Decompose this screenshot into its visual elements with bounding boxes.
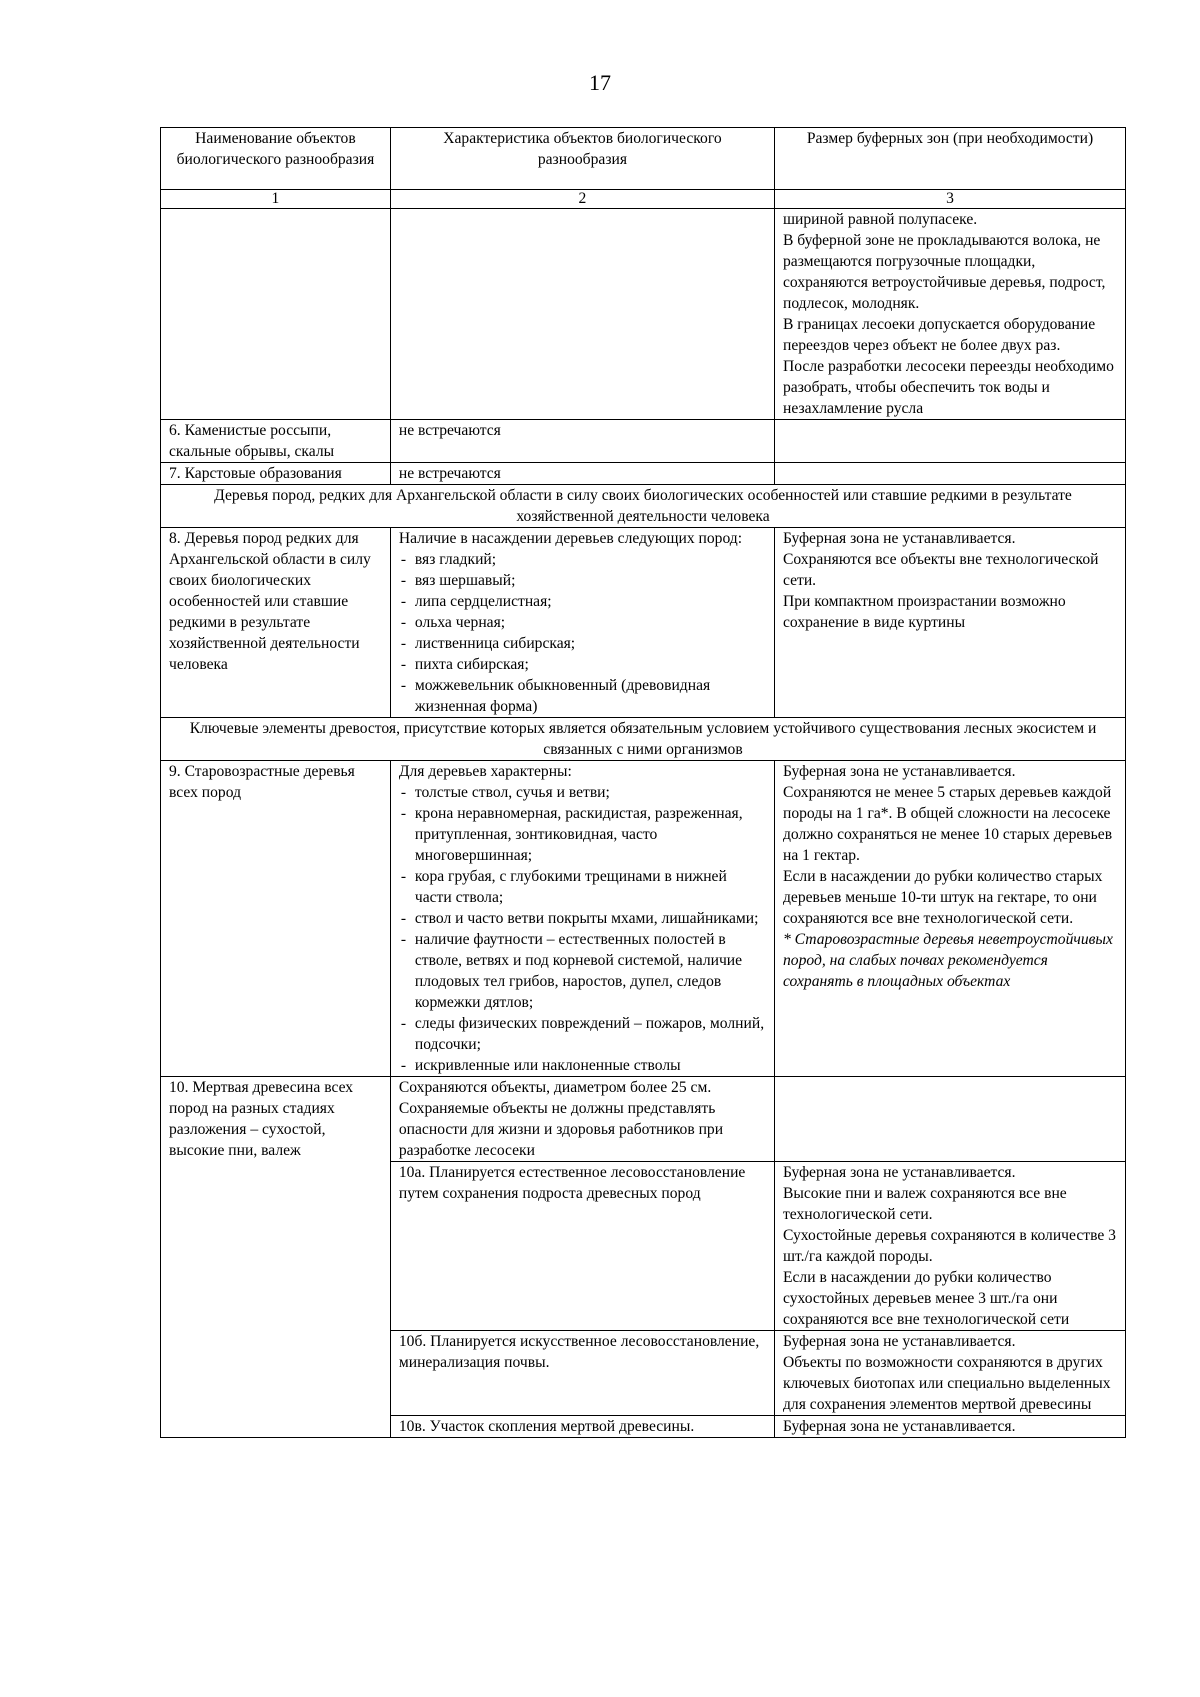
list-item: - наличие фаутности – естественных полостей в стволе, ветвях и под корневой системой, наличие плодовых тел грибов, наростов, дупел, следов кормежки дятлов; — [399, 929, 766, 1013]
list-item: - ствол и часто ветви покрыты мхами, лишайниками; — [399, 908, 766, 929]
row8-name: 8. Деревья пород редких для Архангельской области в силу своих биологических особенностей или ставшие редкими в результате хозяйственной деятельности человека — [161, 528, 391, 718]
page-number: 17 — [589, 70, 611, 95]
paragraph: При компактном произрастании возможно сохранение в виде куртины — [782, 593, 1066, 631]
paragraph: Сухостойные деревья сохраняются в количестве 3 шт./га каждой породы. — [782, 1227, 1116, 1265]
paragraph: Сохраняются все объекты вне технологической сети. — [782, 551, 1099, 589]
list-item: - пихта сибирская; — [399, 654, 766, 675]
header-col1: Наименование объектов биологического разнообразия — [161, 128, 391, 190]
paragraph: Если в насаждении до рубки количество старых деревьев меньше 10-ти штук на гектаре, то они сохраняются все вне технологической сети. — [782, 868, 1103, 927]
table-row-7 — [161, 463, 1126, 485]
section-row-rare-trees — [161, 485, 1126, 528]
continued-zone — [774, 209, 1125, 420]
row7-name: 7. Карстовые образования — [161, 463, 391, 485]
row8-zone — [774, 528, 1125, 718]
paragraph: Буферная зона не устанавливается. — [782, 1333, 1016, 1350]
paragraph: Буферная зона не устанавливается. — [782, 530, 1016, 547]
list-item: - следы физических повреждений – пожаров, молний, подсочки; — [399, 1013, 766, 1055]
paragraph: Высокие пни и валеж сохраняются все вне технологической сети. — [782, 1185, 1067, 1223]
list-item: - искривленные или наклоненные стволы — [399, 1055, 766, 1076]
list-item: - можжевельник обыкновенный (древовидная жизненная форма) — [399, 675, 766, 717]
paragraph: Если в насаждении до рубки количество сухостойных деревьев менее 3 шт./га они сохраняются все вне технологической сети — [782, 1269, 1070, 1328]
row9-desc-intro: Для деревьев характерны: — [398, 763, 572, 780]
column-numbers-row — [161, 190, 1126, 209]
list-item: - лиственница сибирская; — [399, 633, 766, 654]
list-item: - липа сердцелистная; — [399, 591, 766, 612]
paragraph: Буферная зона не устанавливается. — [782, 1164, 1016, 1181]
row7-zone — [774, 463, 1125, 485]
table-header-row — [161, 128, 1126, 190]
row9-name: 9. Старовозрастные деревья всех пород — [161, 761, 391, 1077]
cell-empty — [390, 209, 774, 420]
table-row-9 — [161, 761, 1126, 1077]
list-item: - вяз шершавый; — [399, 570, 766, 591]
row8-desc — [390, 528, 774, 718]
row10b-zone — [774, 1331, 1125, 1416]
row6-zone — [774, 420, 1125, 463]
row10a-desc: 10а. Планируется естественное лесовосстановление путем сохранения подроста древесных пород — [390, 1162, 774, 1331]
cell-empty — [161, 209, 391, 420]
list-item: - кора грубая, с глубокими трещинами в нижней части ствола; — [399, 866, 766, 908]
row9-desc — [390, 761, 774, 1077]
row6-desc: не встречаются — [390, 420, 774, 463]
paragraph: В границах лесоеки допускается оборудование переездов через объект не более двух раз. — [782, 316, 1096, 354]
paragraph: В буферной зоне не прокладываются волока, не размещаются погрузочные площадки, сохраняются ветроустойчивые деревья, подрост, подлесок, молодняк. — [782, 232, 1106, 312]
section-row-key-elements — [161, 718, 1126, 761]
row8-desc-intro: Наличие в насаждении деревьев следующих пород: — [398, 530, 743, 547]
paragraph: После разработки лесосеки переезды необходимо разобрать, чтобы обеспечить ток воды и незахламление русла — [782, 358, 1114, 417]
section-heading-key-elements: Ключевые элементы древостоя, присутствие которых является обязательным условием устойчивого существования лесных экосистем и связанных с ними организмов — [161, 718, 1126, 761]
paragraph: Объекты по возможности сохраняются в других ключевых биотопах или специально выделенных для сохранения элементов мертвой древесины — [782, 1354, 1111, 1413]
table-row-continued — [161, 209, 1126, 420]
list-item: - ольха черная; — [399, 612, 766, 633]
header-col3: Размер буферных зон (при необходимости) — [774, 128, 1125, 190]
row7-desc: не встречаются — [390, 463, 774, 485]
row10c-zone: Буферная зона не устанавливается. — [774, 1416, 1125, 1438]
section-heading-rare-trees: Деревья пород, редких для Архангельской области в силу своих биологических особенностей или ставшие редкими в результате хозяйственной деятельности человека — [161, 485, 1126, 528]
row10b-desc: 10б. Планируется искусственное лесовосстановление, минерализация почвы. — [390, 1331, 774, 1416]
row10-desc: Сохраняются объекты, диаметром более 25 см. Сохраняемые объекты не должны представлять опасности для жизни и здоровья работников при разработке лесосеки — [390, 1077, 774, 1162]
row8-species-list — [399, 549, 766, 717]
paragraph: Буферная зона не устанавливается. — [782, 763, 1016, 780]
biodiversity-table — [160, 127, 1126, 1438]
list-item: - крона неравномерная, раскидистая, разреженная, притупленная, зонтиковидная, часто многовершинная; — [399, 803, 766, 866]
row10a-zone — [774, 1162, 1125, 1331]
header-col2: Характеристика объектов биологического разнообразия — [390, 128, 774, 190]
column-number-3: 3 — [774, 190, 1125, 209]
column-number-2: 2 — [390, 190, 774, 209]
table-row-6 — [161, 420, 1126, 463]
row9-zone — [774, 761, 1125, 1077]
row9-features-list — [399, 782, 766, 1076]
table-row-10 — [161, 1077, 1126, 1162]
column-number-1: 1 — [161, 190, 391, 209]
row10-zone — [774, 1077, 1125, 1162]
row10c-desc: 10в. Участок скопления мертвой древесины. — [390, 1416, 774, 1438]
list-item: - вяз гладкий; — [399, 549, 766, 570]
paragraph: Сохраняются не менее 5 старых деревьев каждой породы на 1 га*. В общей сложности на лесосеке должно сохраняться не менее 10 старых деревьев на 1 гектар. — [782, 784, 1113, 864]
table-row-8 — [161, 528, 1126, 718]
list-item: - толстые ствол, сучья и ветви; — [399, 782, 766, 803]
row6-name: 6. Каменистые россыпи, скальные обрывы, скалы — [161, 420, 391, 463]
paragraph: шириной равной полупасеке. — [782, 211, 978, 228]
row10-name: 10. Мертвая древесина всех пород на разных стадиях разложения – сухостой, высокие пни, валеж — [161, 1077, 391, 1438]
footnote: * Старовозрастные деревья неветроустойчивых пород, на слабых почвах рекомендуется сохранять в площадных объектах — [782, 931, 1113, 990]
